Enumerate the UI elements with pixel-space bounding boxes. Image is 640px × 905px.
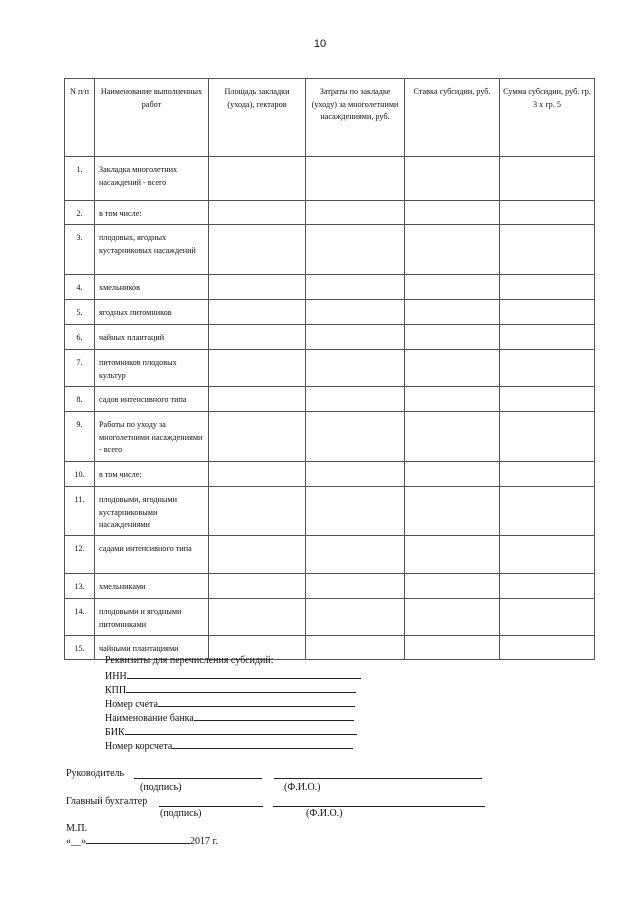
row-work-name: хмельников: [95, 275, 209, 300]
rate-cell[interactable]: [405, 574, 500, 599]
row-number: 8.: [65, 387, 95, 412]
rate-cell[interactable]: [405, 225, 500, 275]
costs-cell[interactable]: [306, 599, 405, 636]
costs-cell[interactable]: [306, 300, 405, 325]
date-day: «__»: [66, 836, 86, 847]
row-work-name: плодовых, ягодных кустарниковых насаждений: [95, 225, 209, 275]
table-row: [65, 599, 595, 636]
accountant-name-hint: (Ф.И.О.): [306, 808, 343, 819]
table-row: [65, 412, 595, 462]
row-number: 15.: [65, 636, 95, 660]
rate-cell[interactable]: [405, 412, 500, 462]
chief-accountant-label: Главный бухгалтер: [66, 796, 148, 807]
bank-field[interactable]: [194, 710, 354, 721]
head-signature-line[interactable]: [134, 778, 262, 779]
costs-cell[interactable]: [306, 487, 405, 536]
rate-cell[interactable]: [405, 599, 500, 636]
table-row: [65, 387, 595, 412]
corr-account-field[interactable]: [172, 738, 353, 749]
requisites-block: [105, 654, 405, 752]
area-cell[interactable]: [209, 574, 306, 599]
bik-field[interactable]: [125, 724, 357, 735]
date-year: 2017 г.: [190, 836, 218, 847]
accountant-signature-hint: (подпись): [160, 808, 202, 819]
sum-cell[interactable]: [500, 462, 595, 487]
bank-row: [105, 710, 354, 725]
sum-cell[interactable]: [500, 225, 595, 275]
table-row: [65, 325, 595, 350]
costs-cell[interactable]: [306, 574, 405, 599]
row-work-name: Закладка многолетних насаждений - всего: [95, 157, 209, 201]
costs-cell[interactable]: [306, 157, 405, 201]
rate-cell[interactable]: [405, 275, 500, 300]
table-row: [65, 157, 595, 201]
head-name-hint: (Ф.И.О.): [284, 782, 321, 793]
rate-cell[interactable]: [405, 636, 500, 660]
header-rate: Ставка субсидии, руб.: [405, 79, 500, 157]
row-number: 5.: [65, 300, 95, 325]
area-cell[interactable]: [209, 325, 306, 350]
area-cell[interactable]: [209, 201, 306, 225]
account-label: Номер счета: [105, 699, 158, 710]
table-row: [65, 350, 595, 387]
row-number: 10.: [65, 462, 95, 487]
table-row: [65, 201, 595, 225]
sum-cell[interactable]: [500, 275, 595, 300]
table-row: [65, 574, 595, 599]
table-row: [65, 275, 595, 300]
row-number: 3.: [65, 225, 95, 275]
row-work-name: ягодных питомников: [95, 300, 209, 325]
costs-cell[interactable]: [306, 350, 405, 387]
rate-cell[interactable]: [405, 201, 500, 225]
area-cell[interactable]: [209, 487, 306, 536]
row-number: 9.: [65, 412, 95, 462]
area-cell[interactable]: [209, 350, 306, 387]
page-number: 10: [313, 38, 327, 50]
rate-cell[interactable]: [405, 300, 500, 325]
row-number: 12.: [65, 536, 95, 574]
row-work-name: садами интенсивного типа: [95, 536, 209, 574]
rate-cell[interactable]: [405, 462, 500, 487]
area-cell[interactable]: [209, 225, 306, 275]
account-row: [105, 696, 355, 711]
account-field[interactable]: [158, 696, 355, 707]
sum-cell[interactable]: [500, 487, 595, 536]
subsidy-table: [64, 78, 595, 660]
rate-cell[interactable]: [405, 350, 500, 387]
costs-cell[interactable]: [306, 412, 405, 462]
header-costs: Затраты по закладке (уходу) за многолетними насаждениями, руб.: [306, 79, 405, 157]
area-cell[interactable]: [209, 536, 306, 574]
row-work-name: садов интенсивного типа: [95, 387, 209, 412]
rate-cell[interactable]: [405, 487, 500, 536]
row-work-name: чайными плантациями: [95, 636, 209, 660]
bik-row: [105, 724, 357, 739]
area-cell[interactable]: [209, 387, 306, 412]
header-sum: Сумма субсидии, руб. гр. 3 х гр. 5: [500, 79, 595, 157]
table-row: [65, 536, 595, 574]
sum-cell[interactable]: [500, 201, 595, 225]
row-number: 1.: [65, 157, 95, 201]
accountant-signature-line[interactable]: [159, 806, 263, 807]
row-work-name: плодовыми и ягодными питомниками: [95, 599, 209, 636]
header-area: Площадь закладки (ухода), гектаров: [209, 79, 306, 157]
row-number: 7.: [65, 350, 95, 387]
costs-cell[interactable]: [306, 536, 405, 574]
row-work-name: в том числе:: [95, 201, 209, 225]
costs-cell[interactable]: [306, 275, 405, 300]
kpp-row: [105, 682, 356, 697]
area-cell[interactable]: [209, 300, 306, 325]
sum-cell[interactable]: [500, 599, 595, 636]
costs-cell[interactable]: [306, 387, 405, 412]
sum-cell[interactable]: [500, 387, 595, 412]
area-cell[interactable]: [209, 275, 306, 300]
kpp-field[interactable]: [126, 682, 356, 693]
head-name-line[interactable]: [274, 778, 482, 779]
row-work-name: хмельниками: [95, 574, 209, 599]
rate-cell[interactable]: [405, 157, 500, 201]
area-cell[interactable]: [209, 157, 306, 201]
header-number: N п/п: [65, 79, 95, 157]
costs-cell[interactable]: [306, 225, 405, 275]
costs-cell[interactable]: [306, 201, 405, 225]
kpp-label: КПП: [105, 685, 127, 696]
table-row: [65, 462, 595, 487]
sum-cell[interactable]: [500, 325, 595, 350]
header-work-name: Наименование выполненных работ: [95, 79, 209, 157]
row-work-name: плодовыми, ягодными кустарниковыми насаждениями: [95, 487, 209, 536]
row-number: 13.: [65, 574, 95, 599]
head-label: Руководитель: [66, 768, 125, 779]
sum-cell[interactable]: [500, 574, 595, 599]
row-work-name: в том числе:: [95, 462, 209, 487]
date-row: [66, 834, 218, 847]
rate-cell[interactable]: [405, 325, 500, 350]
sum-cell[interactable]: [500, 350, 595, 387]
table-row: [65, 225, 595, 275]
accountant-name-line[interactable]: [273, 806, 485, 807]
rate-cell[interactable]: [405, 536, 500, 574]
inn-row: [105, 668, 361, 683]
table-row: [65, 487, 595, 536]
area-cell[interactable]: [209, 462, 306, 487]
inn-label: ИНН: [105, 671, 127, 682]
row-number: 4.: [65, 275, 95, 300]
bik-label: БИК: [105, 727, 125, 738]
stamp-place: М.П.: [66, 823, 88, 834]
sum-cell[interactable]: [500, 300, 595, 325]
corr-account-row: [105, 738, 353, 753]
head-signature-hint: (подпись): [140, 782, 182, 793]
sum-cell[interactable]: [500, 157, 595, 201]
row-number: 14.: [65, 599, 95, 636]
area-cell[interactable]: [209, 599, 306, 636]
costs-cell[interactable]: [306, 325, 405, 350]
corr-account-label: Номер корсчета: [105, 741, 173, 752]
sum-cell[interactable]: [500, 536, 595, 574]
row-work-name: Работы по уходу за многолетними насаждениями - всего: [95, 412, 209, 462]
row-work-name: чайных плантаций: [95, 325, 209, 350]
inn-field[interactable]: [127, 668, 361, 679]
table-header-row: [65, 79, 595, 157]
row-work-name: питомников плодовых культур: [95, 350, 209, 387]
requisites-title: Реквизиты для перечисления субсидий:: [105, 655, 274, 666]
costs-cell[interactable]: [306, 462, 405, 487]
rate-cell[interactable]: [405, 387, 500, 412]
table-row: [65, 300, 595, 325]
area-cell[interactable]: [209, 412, 306, 462]
sum-cell[interactable]: [500, 412, 595, 462]
row-number: 2.: [65, 201, 95, 225]
sum-cell[interactable]: [500, 636, 595, 660]
date-month-field[interactable]: [86, 834, 190, 844]
row-number: 11.: [65, 487, 95, 536]
row-number: 6.: [65, 325, 95, 350]
bank-label: Наименование банка: [105, 713, 194, 724]
